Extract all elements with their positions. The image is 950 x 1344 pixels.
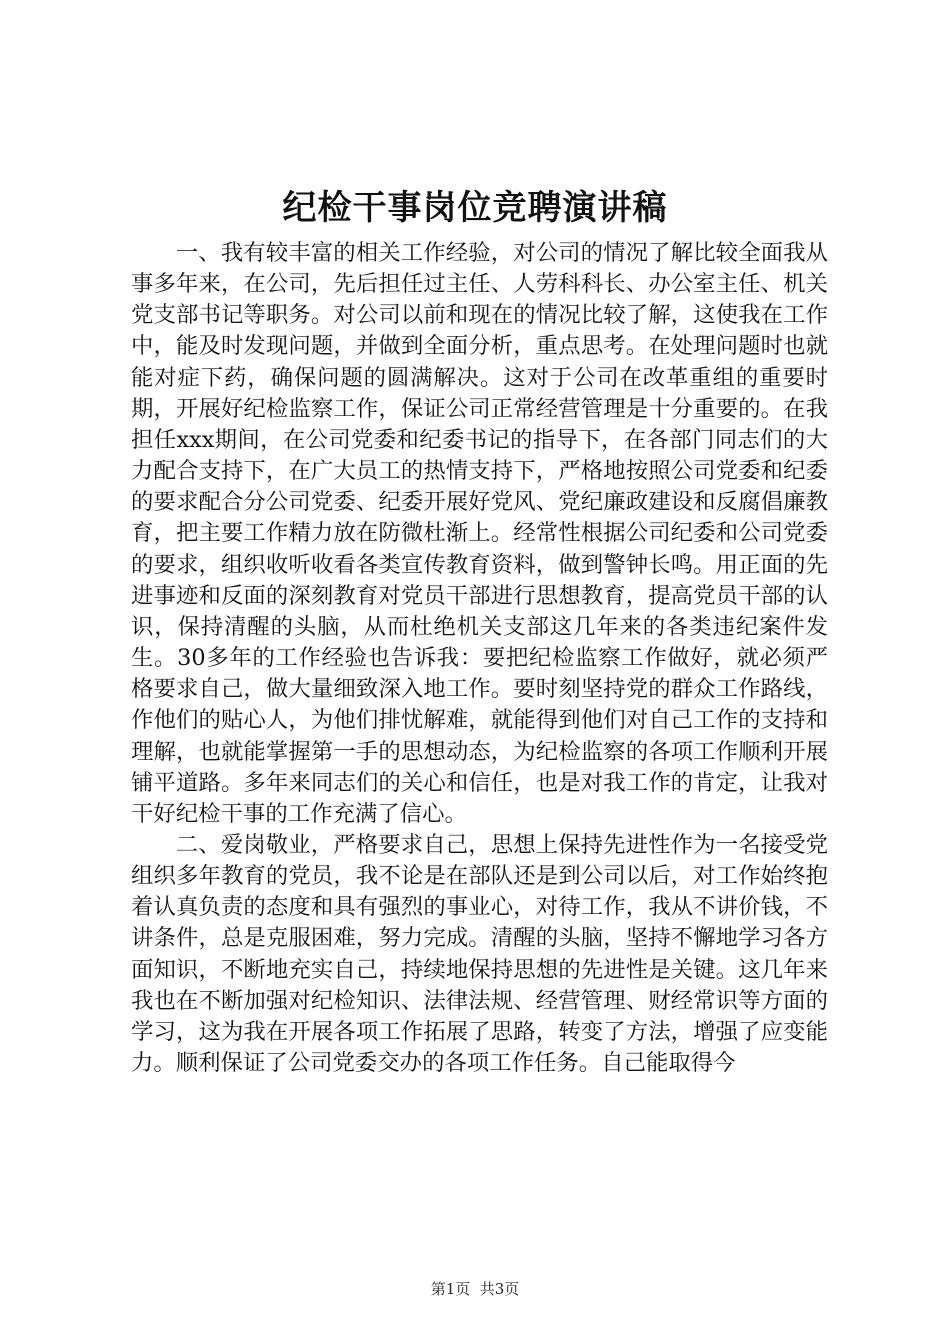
document-body — [131, 238, 828, 1079]
page-number-label: 第1页 共3页 — [430, 1280, 520, 1298]
page-footer — [0, 1279, 950, 1299]
paragraph-1: 一、我有较丰富的相关工作经验，对公司的情况了解比较全面我从事多年来，在公司，先后担任过主任、人劳科科长、办公室主任、机关党支部书记等职务。对公司以前和现在的情况比较了解，这使我在工作中，能及时发现问题，并做到全面分析，重点思考。在处理问题时也就能对症下药，确保问题的圆满解决。这对于公司在改革重组的重要时期，开展好纪检监察工作，保证公司正常经营管理是十分重要的。在我担任xxx期间，在公司党委和纪委书记的指导下，在各部门同志们的大力配合支持下，在广大员工的热情支持下，严格地按照公司党委和纪委的要求配合分公司党委、纪委开展好党风、党纪廉政建设和反腐倡廉教育，把主要工作精力放在防微杜渐上。经常性根据公司纪委和公司党委的要求，组织收听收看各类宣传教育资料，做到警钟长鸣。用正面的先进事迹和反面的深刻教育对党员干部进行思想教育，提高党员干部的认识，保持清醒的头脑，从而杜绝机关支部这几年来的各类违纪案件发生。30多年的工作经验也告诉我：要把纪检监察工作做好，就必须严格要求自己，做大量细致深入地工作。要时刻坚持党的群众工作路线，作他们的贴心人，为他们排忧解难，就能得到他们对自己工作的支持和理解，也就能掌握第一手的思想动态，为纪检监察的各项工作顺利开展铺平道路。多年来同志们的关心和信任，也是对我工作的肯定，让我对干好纪检干事的工作充满了信心。 — [131, 240, 828, 827]
paragraph-2: 二、爱岗敬业，严格要求自己，思想上保持先进性作为一名接受党组织多年教育的党员，我不论是在部队还是到公司以后，对工作始终抱着认真负责的态度和具有强烈的事业心，对待工作，我从不讲价钱，不讲条件，总是克服困难，努力完成。清醒的头脑，坚持不懈地学习各方面知识，不断地充实自己，持续地保持思想的先进性是关键。这几年来我也在不断加强对纪检知识、法律法规、经营管理、财经常识等方面的学习，这为我在开展各项工作拓展了思路，转变了方法，增强了应变能力。顺利保证了公司党委交办的各项工作任务。自己能取得今 — [131, 831, 828, 1077]
document-title: 纪检干事岗位竞聘演讲稿 — [282, 188, 668, 228]
